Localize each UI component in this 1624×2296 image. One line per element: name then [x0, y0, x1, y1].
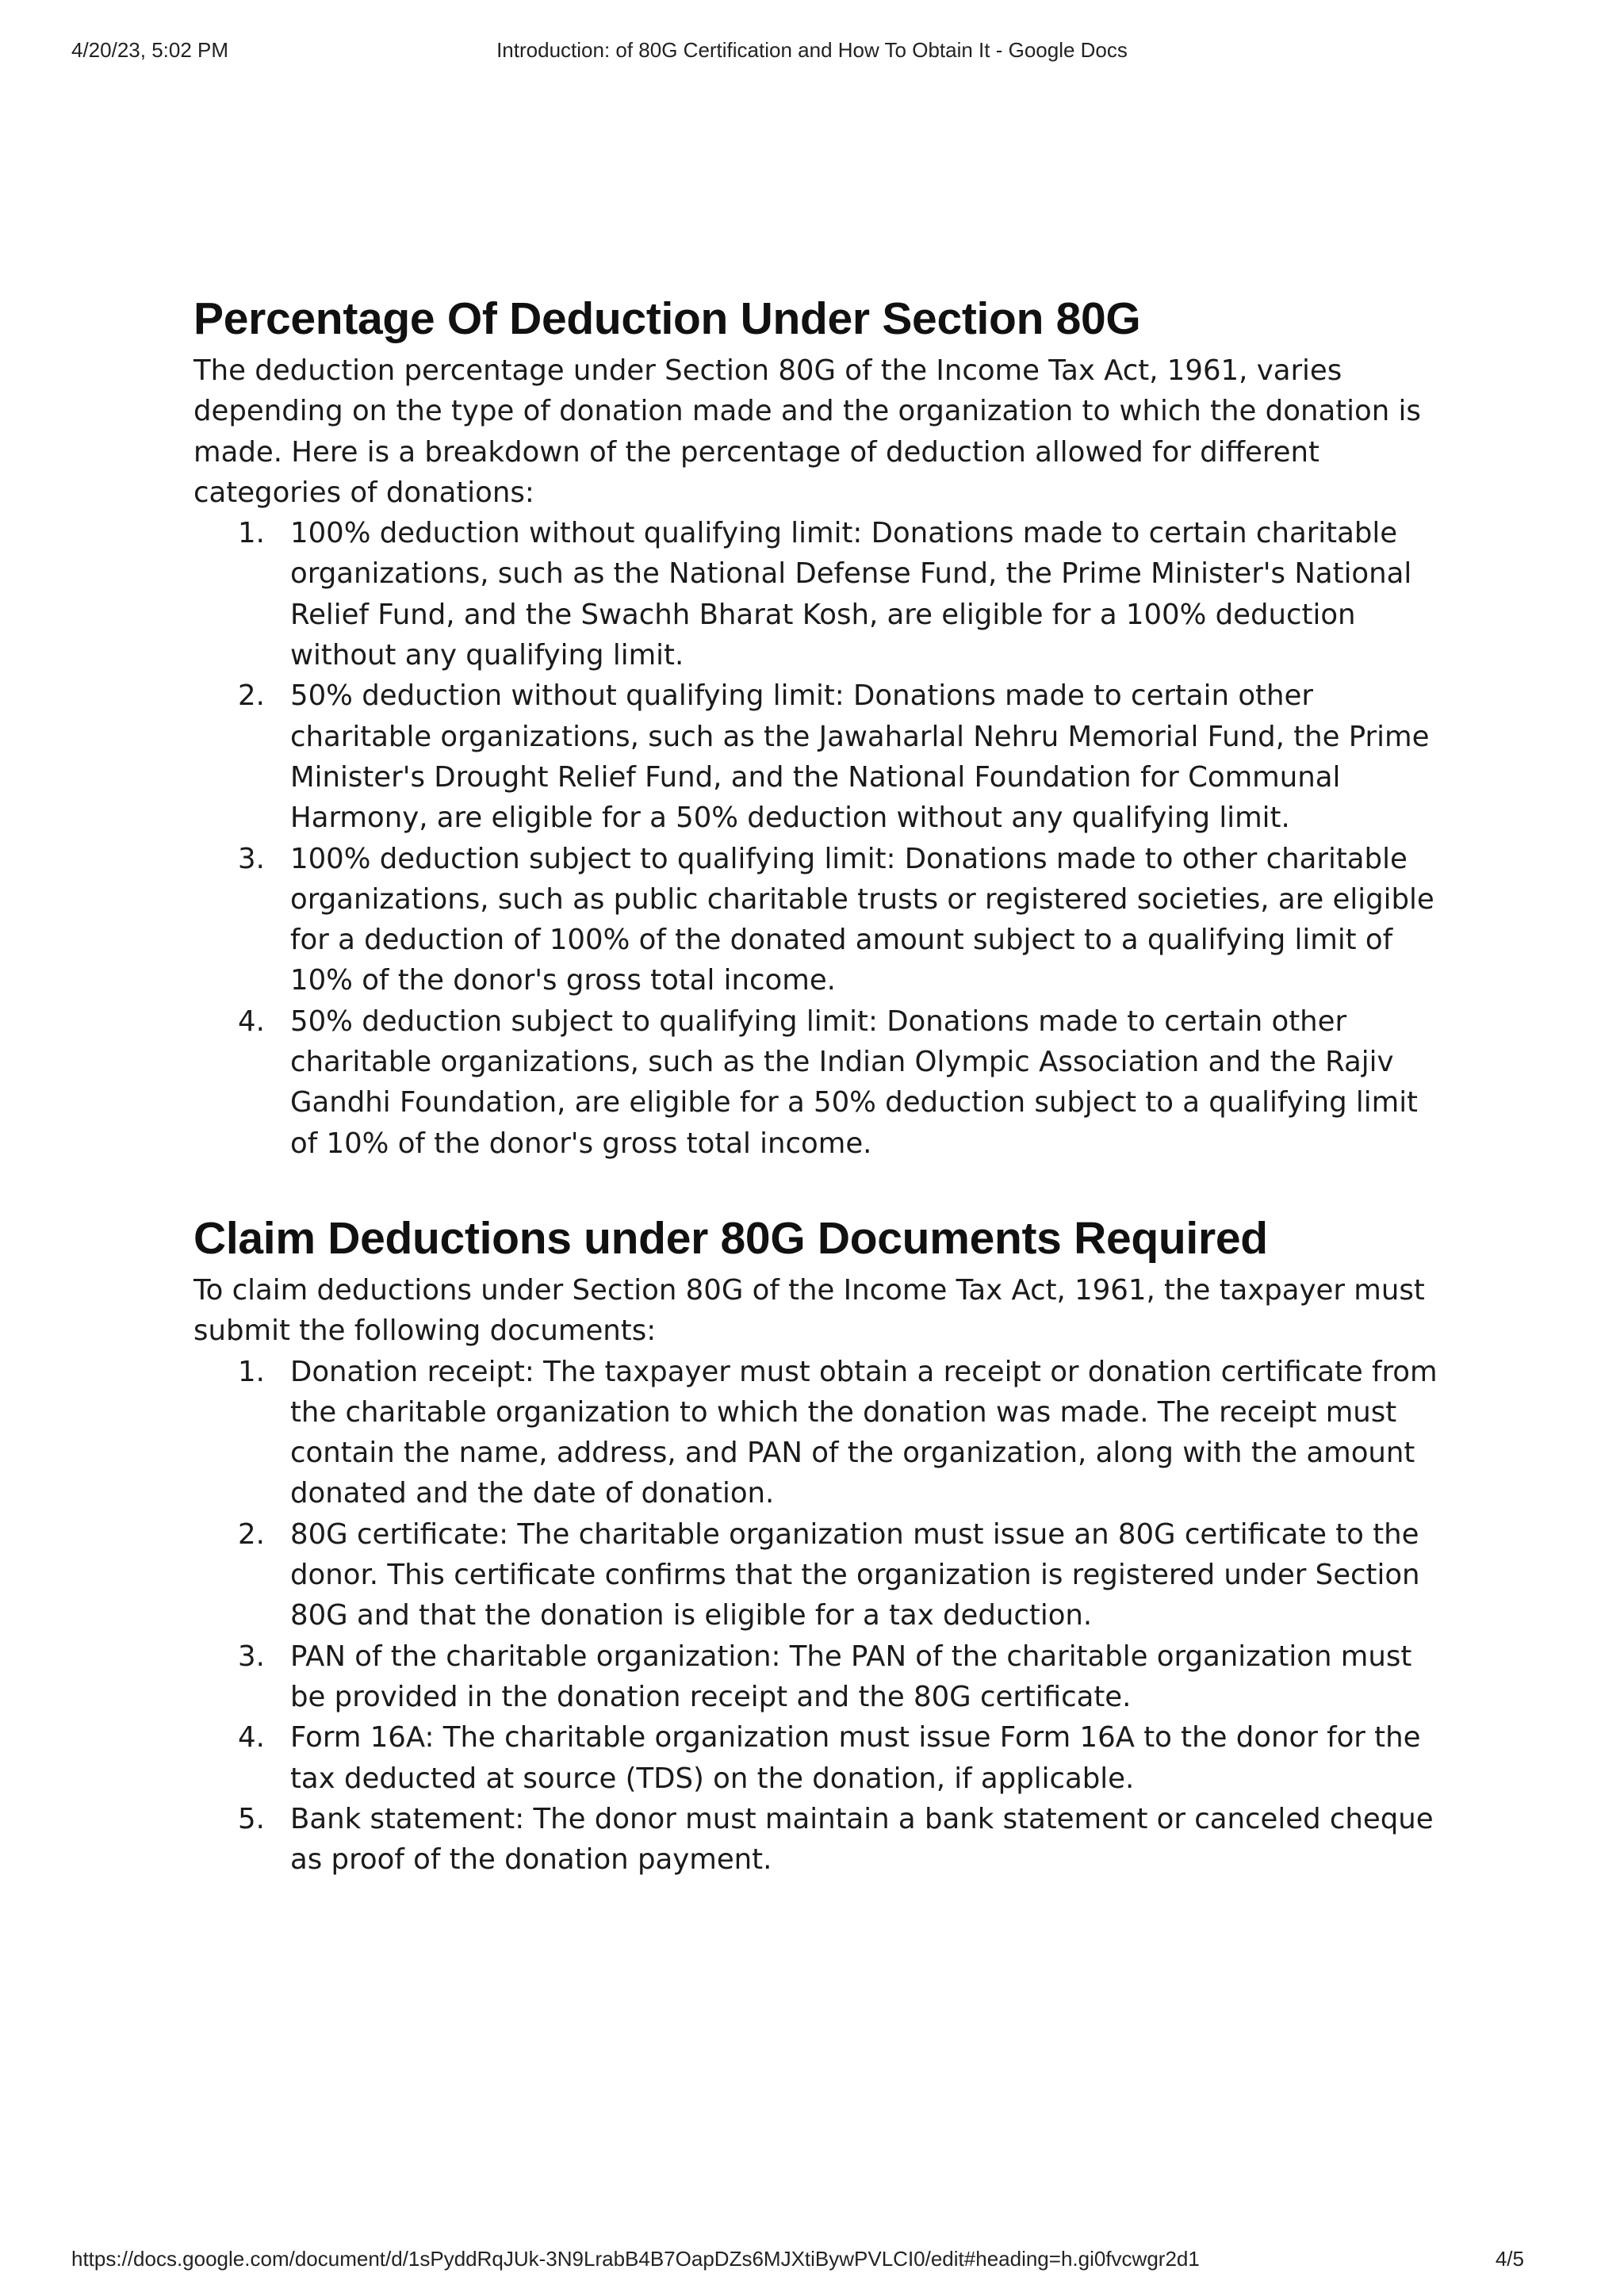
list-item [193, 1799, 1446, 1881]
list-item-text: 80G certificate: The charitable organization must issue an 80G certificate to the donor. This certificate confirms that the organization is registered under Section 80G and that the donation is eligible for a tax deduction. [290, 1517, 1420, 1632]
list-item-number: 3. [238, 1640, 265, 1673]
list-item-text: Form 16A: The charitable organization must issue Form 16A to the donor for the tax deducted at source (TDS) on the donation, if applicable. [290, 1721, 1421, 1795]
list-item [193, 513, 1446, 675]
list-item-number: 2. [238, 1517, 265, 1551]
section-percentage-of-deduction [193, 287, 1446, 1164]
document-url: https://docs.google.com/document/d/1sPyddRqJUk-3N9LrabB4B7OapDZs6MJXtiBywPVLCI0/edit#heading=h.gi0fvcwgr2d1 [71, 2247, 1200, 2271]
section-intro-paragraph: The deduction percentage under Section 80G of the Income Tax Act, 1961, varies depending on the type of donation made and the organization to which the donation is made. Here is a breakdown of the percentage of deduction allowed for different categories of donations: [193, 354, 1421, 509]
list-item-text: 50% deduction without qualifying limit: Donations made to certain other charitable organizations, such as the Jawaharlal Nehru Memorial Fund, the Prime Minister's Drought Relief Fund, and the National Foundation for Communal Harmony, are eligible for a 50% deduction without any qualifying limit. [290, 679, 1430, 835]
section-heading: Claim Deductions under 80G Documents Required [193, 1212, 1268, 1264]
section-documents-required [193, 1207, 1446, 1880]
list-item-number: 3. [238, 842, 265, 875]
deduction-categories-list [193, 513, 1446, 1164]
list-item-text: 100% deduction subject to qualifying limit: Donations made to other charitable organizations, such as public charitable trusts or registered societies, are eligible for a deduction of 100% of the donated amount subject to a qualifying limit of 10% of the donor's gross total income. [290, 842, 1434, 997]
list-item [193, 675, 1446, 838]
list-item-number: 2. [238, 679, 265, 713]
print-header [71, 38, 1553, 67]
required-documents-list [193, 1352, 1446, 1881]
list-item-number: 5. [238, 1802, 265, 1835]
list-item-number: 4. [238, 1004, 265, 1038]
list-item-text: PAN of the charitable organization: The PAN of the charitable organization must be provided in the donation receipt and the 80G certificate. [290, 1640, 1412, 1713]
list-item-number: 1. [238, 1355, 265, 1388]
list-item-text: Bank statement: The donor must maintain a bank statement or canceled cheque as proof of the donation payment. [290, 1802, 1434, 1877]
list-item-text: 100% deduction without qualifying limit: Donations made to certain charitable organizations, such as the National Defense Fund, the Prime Minister's National Relief Fund, and the Swachh Bharat Kosh, are eligible for a 100% deduction without any qualifying limit. [290, 517, 1412, 672]
list-item [193, 1514, 1446, 1636]
section-heading: Percentage Of Deduction Under Section 80G [193, 293, 1141, 344]
document-title: Introduction: of 80G Certification and How To Obtain It - Google Docs [496, 38, 1128, 62]
list-item [193, 1717, 1446, 1799]
list-item-number: 1. [238, 517, 265, 550]
list-item-number: 4. [238, 1721, 265, 1755]
section-intro-paragraph: To claim deductions under Section 80G of the Income Tax Act, 1961, the taxpayer must submit the following documents: [193, 1273, 1425, 1348]
list-item-text: 50% deduction subject to qualifying limit: Donations made to certain other charitable organizations, such as the Indian Olympic Association and the Rajiv Gandhi Foundation, are eligible for a 50% deduction subject to a qualifying limit of 10% of the donor's gross total income. [290, 1004, 1418, 1160]
list-item [193, 1636, 1446, 1718]
list-item [193, 839, 1446, 1001]
list-item [193, 1001, 1446, 1164]
list-item-text: Donation receipt: The taxpayer must obtain a receipt or donation certificate from the charitable organization to which the donation was made. The receipt must contain the name, address, and PAN of the organization, along with the amount donated and the date of donation. [290, 1355, 1438, 1510]
document-body [193, 287, 1446, 1880]
print-timestamp: 4/20/23, 5:02 PM [71, 38, 229, 62]
list-item [193, 1352, 1446, 1514]
page-indicator: 4/5 [1495, 2247, 1524, 2271]
